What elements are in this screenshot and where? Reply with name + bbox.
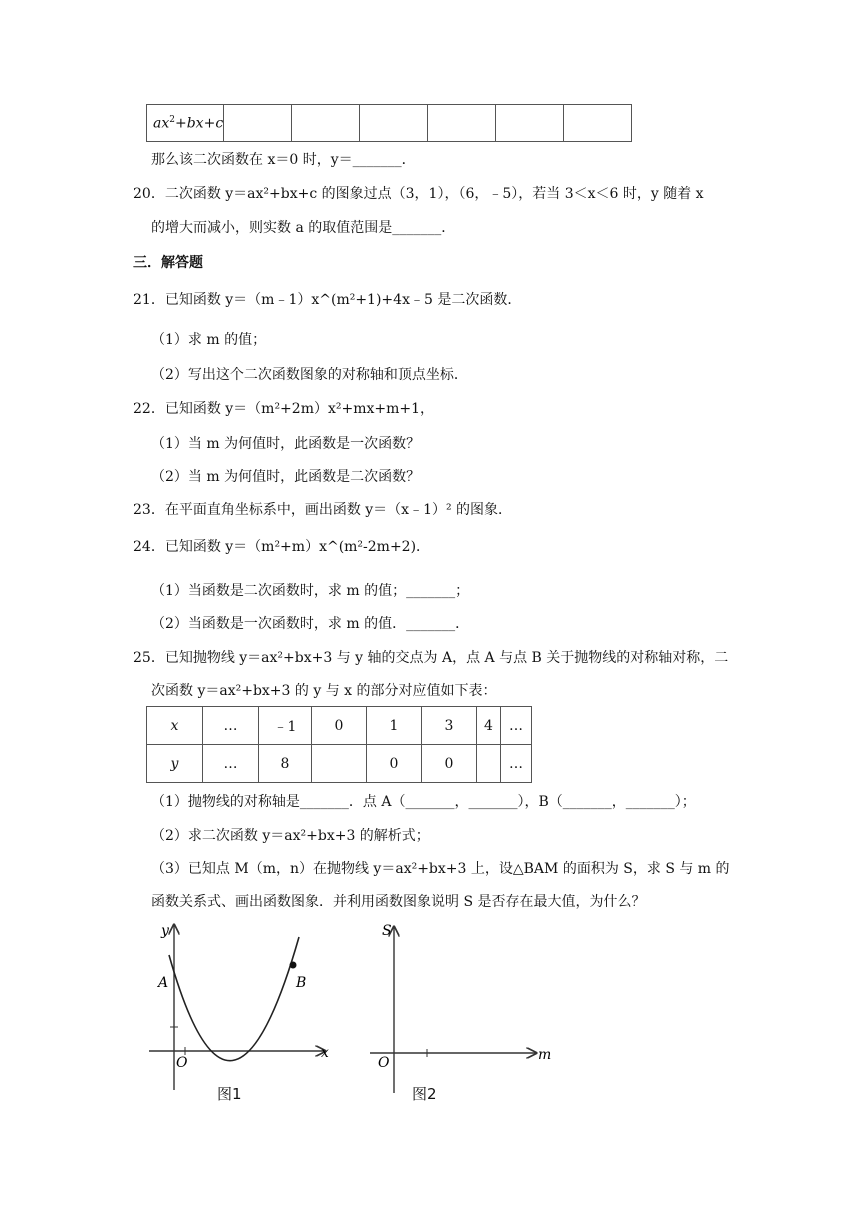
section-title: 三．解答题 [133,255,203,271]
q25-table-cell: x [147,707,203,745]
q21-part1: （1）求 m 的值； [151,332,267,348]
q25-part1: （1）抛物线的对称轴是_______．点 A（_______，_______），B（_______，_______）； [151,794,696,810]
figure-2-graph [368,915,553,1105]
figure-2 [368,915,553,1105]
fig1-parabola [169,937,299,1061]
top-table [146,104,632,142]
fig1-caption: 图1 [217,1085,242,1103]
q25-table-cell: … [203,707,259,745]
fig1-x-label: x [321,1045,329,1061]
q24-part1: （1）当函数是二次函数时，求 m 的值；_______； [151,583,470,599]
q25-table-cell: 0 [367,745,422,783]
q25-table-cell: 8 [259,745,312,783]
top-table-cell [292,105,360,142]
top-table-cell [564,105,632,142]
q25-part3-line1: （3）已知点 M（m，n）在抛物线 y＝ax²+bx+3 上，设△BAM 的面积为 S，求 S 与 m 的 [151,861,730,877]
fig2-x-label: m [538,1047,552,1063]
q24-stem: 24．已知函数 y＝（m²+m）x^(m²-2m+2)． [133,539,431,555]
q22-part2: （2）当 m 为何值时，此函数是二次函数？ [151,469,421,485]
q25-table-cell: 3 [422,707,477,745]
top-table-cell [428,105,496,142]
q20-line2: 的增大而减小，则实数 a 的取值范围是_______． [151,220,456,236]
top-table-cell [224,105,292,142]
top-table-cell [360,105,428,142]
fig1-point-b [290,962,297,969]
q25-table-cell: y [147,745,203,783]
q25-table-cell: 0 [312,707,367,745]
fig2-origin-label: O [378,1055,390,1071]
q21-stem: 21．已知函数 y＝（m﹣1）x^(m²+1)+4x﹣5 是二次函数． [133,292,522,308]
q19-tail: 那么该二次函数在 x＝0 时，y＝_______． [151,152,416,168]
q24-part2: （2）当函数是一次函数时，求 m 的值．_______． [151,616,470,632]
figure-1 [145,915,345,1105]
q25-table-cell [477,745,501,783]
top-table-row-label: $ax^2+bx+c$ [147,105,224,142]
q23-stem: 23．在平面直角坐标系中，画出函数 y＝（x﹣1）² 的图象． [133,502,513,518]
fig1-point-b-label: B [296,975,307,991]
q25-table-cell: 1 [367,707,422,745]
fig2-caption: 图2 [412,1085,437,1103]
q25-stem-line2: 次函数 y＝ax²+bx+3 的 y 与 x 的部分对应值如下表： [151,683,497,699]
fig1-y-label: y [161,923,169,939]
q25-table-cell [312,745,367,783]
q25-table-cell: 0 [422,745,477,783]
q25-part3-line2: 函数关系式、画出函数图象．并利用函数图象说明 S 是否存在最大值，为什么？ [151,894,646,910]
q22-stem: 22．已知函数 y＝（m²+2m）x²+mx+m+1， [133,401,435,417]
fig1-point-a-label: A [158,975,169,991]
figure-1-graph [145,915,345,1105]
q20-line1: 20．二次函数 y＝ax²+bx+c 的图象过点（3，1），（6，﹣5），若当 3＜x＜6 时，y 随着 x [133,186,704,202]
q25-part2: （2）求二次函数 y＝ax²+bx+3 的解析式； [151,828,430,844]
top-table-cell [496,105,564,142]
q25-table-cell: … [203,745,259,783]
fig2-y-label: S [382,923,392,939]
q25-stem-line1: 25．已知抛物线 y＝ax²+bx+3 与 y 轴的交点为 A，点 A 与点 B 关于抛物线的对称轴对称，二 [133,650,729,666]
q25-table [146,706,532,783]
q25-table-cell: 4 [477,707,501,745]
fig1-origin-label: O [176,1055,188,1071]
q21-part2: （2）写出这个二次函数图象的对称轴和顶点坐标． [151,367,468,383]
q25-table-cell: … [501,745,532,783]
q25-table-cell: ﹣1 [259,707,312,745]
q22-part1: （1）当 m 为何值时，此函数是一次函数？ [151,436,421,452]
q25-table-cell: … [501,707,532,745]
